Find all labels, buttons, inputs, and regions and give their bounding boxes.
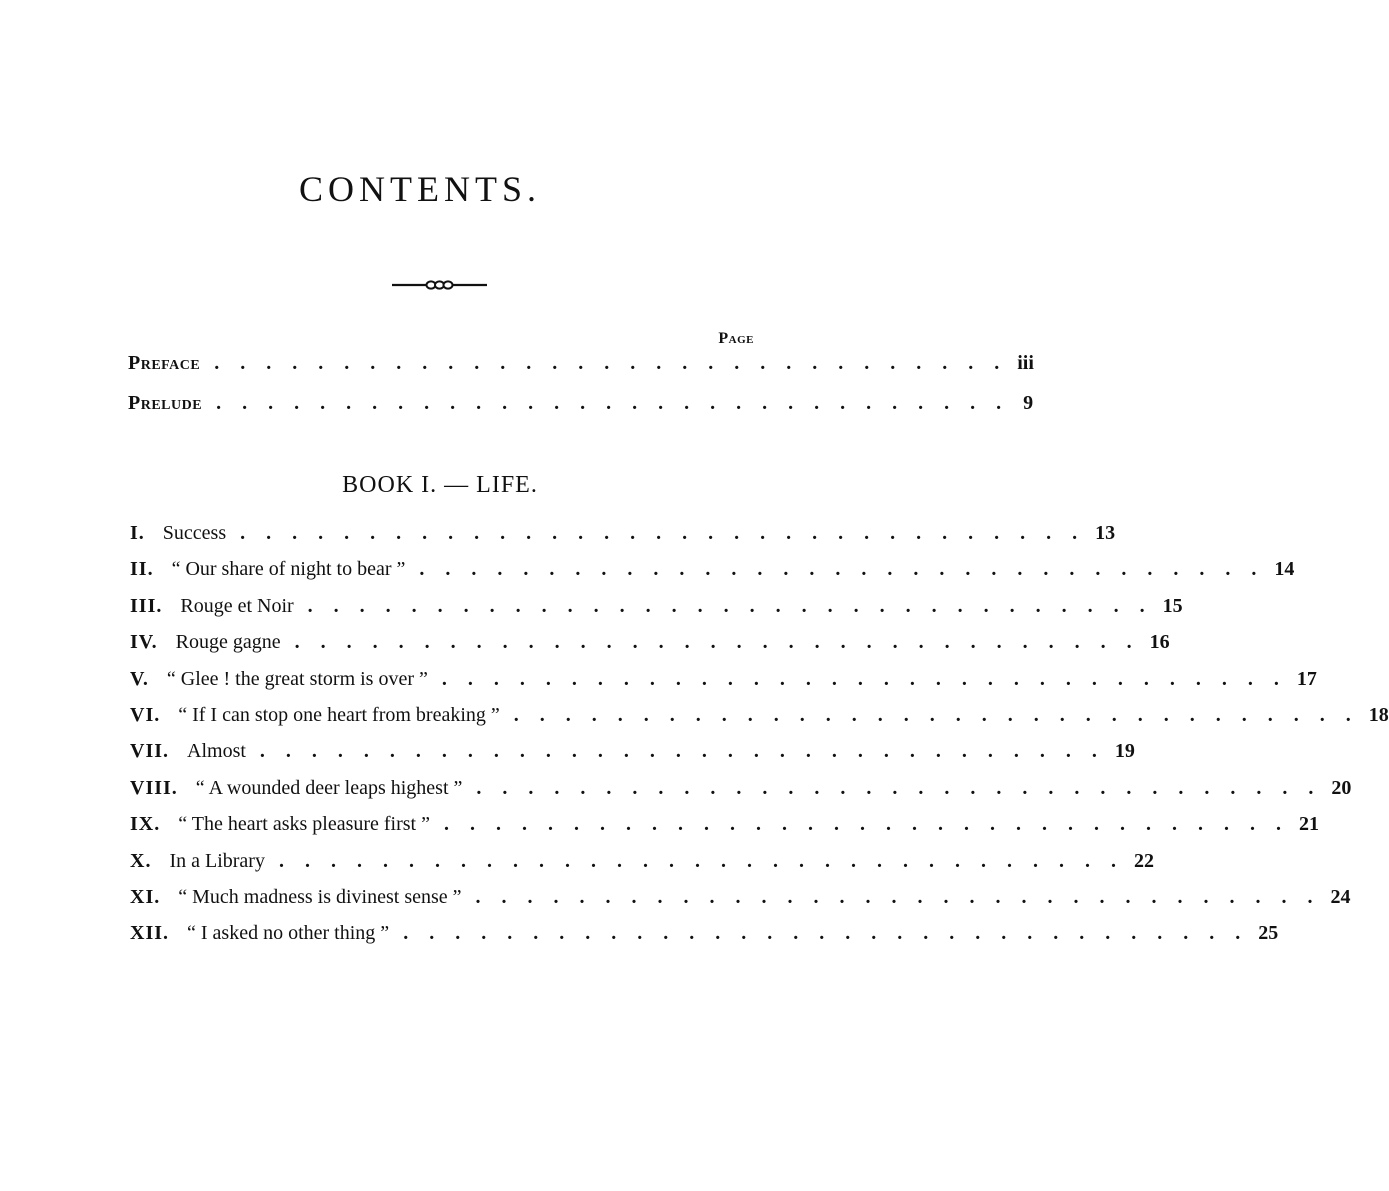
dot-leader: . . . . . . . . . . . . . . . . . . . . . . . . . . . . . . . . . bbox=[443, 813, 1289, 836]
toc-entry-prelude[interactable] bbox=[128, 392, 1034, 420]
dot-leader: . . . . . . . . . . . . . . . . . . . . . . . . . . . . . . . . . bbox=[307, 594, 1153, 617]
dot-leader: . . . . . . . . . . . . . . . . . . . . . . . . . . . . . . . . . bbox=[294, 631, 1140, 654]
entry-title: “ A wounded deer leaps highest ” bbox=[195, 776, 463, 799]
dot-leader: . . . . . . . . . . . . . . . . . . . . . . . . . . . . . . . . . bbox=[476, 776, 1322, 799]
page-title: CONTENTS. bbox=[299, 169, 541, 209]
page-column-label: Page bbox=[718, 330, 754, 347]
toc-entry[interactable] bbox=[130, 594, 1183, 631]
entry-title: Almost bbox=[187, 740, 246, 763]
entry-title: Preface bbox=[128, 352, 201, 374]
toc-entry[interactable] bbox=[130, 885, 1351, 922]
toc-entry[interactable] bbox=[130, 703, 1389, 740]
chapter-number: III. bbox=[130, 594, 163, 617]
toc-entry[interactable] bbox=[130, 849, 1154, 886]
entry-page: 17 bbox=[1296, 667, 1317, 690]
chapter-number: II. bbox=[130, 558, 154, 581]
entry-title: In a Library bbox=[169, 849, 265, 872]
toc-entry[interactable] bbox=[130, 631, 1170, 667]
entry-title: “ Glee ! the great storm is over ” bbox=[166, 667, 428, 690]
dot-leader: . . . . . . . . . . . . . . . . . . . . . . . . . . . . . . . bbox=[214, 352, 1008, 374]
entry-page: 14 bbox=[1274, 558, 1295, 581]
toc-entry[interactable] bbox=[130, 922, 1279, 958]
chapter-number: VIII. bbox=[130, 776, 178, 799]
entry-title: Prelude bbox=[128, 392, 203, 414]
entry-page: 21 bbox=[1298, 813, 1319, 836]
chapter-number: I. bbox=[130, 522, 145, 544]
entry-page: 24 bbox=[1330, 885, 1351, 908]
dot-leader: . . . . . . . . . . . . . . . . . . . . . . . . . . . . . . . . . bbox=[240, 522, 1086, 544]
chapter-number: XI. bbox=[130, 885, 161, 908]
chapter-number: IV. bbox=[130, 631, 158, 654]
toc-entry[interactable] bbox=[130, 667, 1317, 704]
dot-leader: . . . . . . . . . . . . . . . . . . . . . . . . . . . . . . . . . bbox=[278, 849, 1124, 872]
entry-title: “ If I can stop one heart from breaking ” bbox=[178, 703, 500, 726]
dot-leader: . . . . . . . . . . . . . . . . . . . . . . . . . . . . . . . . . bbox=[441, 667, 1287, 690]
chapter-number: IX. bbox=[130, 813, 161, 836]
dot-leader: . . . . . . . . . . . . . . . . . . . . . . . . . . . . . . . bbox=[216, 392, 1010, 414]
chapter-number: X. bbox=[130, 849, 152, 872]
entry-page: 16 bbox=[1149, 631, 1170, 654]
toc-entry[interactable] bbox=[130, 813, 1319, 849]
entry-title: “ The heart asks pleasure first ” bbox=[178, 813, 430, 836]
chapter-number: VII. bbox=[130, 740, 170, 763]
entry-page: 15 bbox=[1162, 594, 1183, 617]
chapter-number: V. bbox=[130, 667, 149, 690]
dot-leader: . . . . . . . . . . . . . . . . . . . . . . . . . . . . . . . . . bbox=[259, 740, 1105, 763]
entry-page: 19 bbox=[1114, 740, 1135, 763]
entry-title: “ I asked no other thing ” bbox=[187, 922, 390, 945]
dot-leader: . . . . . . . . . . . . . . . . . . . . . . . . . . . . . . . . . bbox=[513, 703, 1359, 726]
book-heading: BOOK I. — LIFE. bbox=[342, 472, 538, 498]
ornament-divider bbox=[392, 278, 487, 292]
toc-entry[interactable] bbox=[130, 740, 1135, 776]
entry-page: 20 bbox=[1331, 776, 1352, 799]
dot-leader: . . . . . . . . . . . . . . . . . . . . . . . . . . . . . . . . . bbox=[475, 885, 1321, 908]
chapter-number: XII. bbox=[130, 922, 170, 945]
entry-page: 25 bbox=[1258, 922, 1279, 945]
entry-title: Success bbox=[162, 522, 227, 544]
toc-list bbox=[130, 522, 1389, 959]
entry-title: Rouge gagne bbox=[175, 631, 281, 654]
toc-entry[interactable] bbox=[130, 558, 1295, 594]
toc-entry-preface[interactable] bbox=[128, 352, 1034, 380]
entry-title: Rouge et Noir bbox=[180, 594, 294, 617]
toc-entry[interactable] bbox=[130, 522, 1116, 558]
entry-title: “ Much madness is divinest sense ” bbox=[178, 885, 462, 908]
chapter-number: VI. bbox=[130, 703, 161, 726]
dot-leader: . . . . . . . . . . . . . . . . . . . . . . . . . . . . . . . . . bbox=[419, 558, 1265, 581]
entry-page: iii bbox=[1017, 352, 1034, 374]
entry-title: “ Our share of night to bear ” bbox=[171, 558, 406, 581]
entry-page: 18 bbox=[1368, 703, 1389, 726]
dot-leader: . . . . . . . . . . . . . . . . . . . . . . . . . . . . . . . . . bbox=[403, 922, 1249, 945]
entry-page: 9 bbox=[1023, 392, 1034, 414]
entry-page: 13 bbox=[1095, 522, 1116, 544]
toc-entry[interactable] bbox=[130, 776, 1352, 813]
entry-page: 22 bbox=[1133, 849, 1154, 872]
